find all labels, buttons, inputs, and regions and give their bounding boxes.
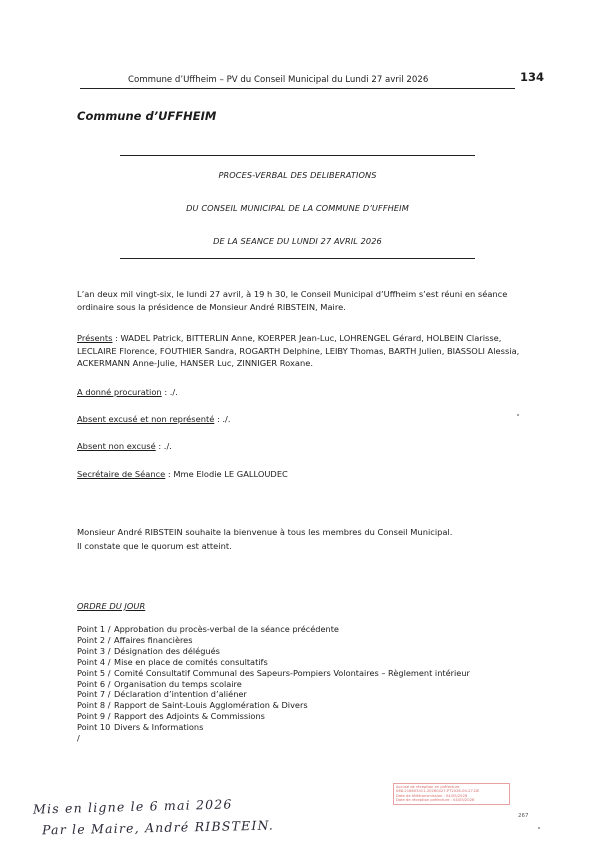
absent-excuse-line xyxy=(77,414,230,424)
stamp-line: Date de télétransmission : 04/05/2026 xyxy=(396,793,468,798)
title-bottom-rule xyxy=(120,258,475,259)
agenda-item xyxy=(77,700,507,711)
welcome-line2: Il constate que le quorum est atteint. xyxy=(77,541,232,551)
agenda-item-number: Point 7 / xyxy=(77,689,111,700)
welcome-line1: Monsieur André RIBSTEIN souhaite la bienvenue à tous les membres du Conseil Municipal. xyxy=(77,527,453,537)
prefecture-receipt-stamp xyxy=(393,783,510,805)
intro-paragraph: L’an deux mil vingt-six, le lundi 27 avril, à 19 h 30, le Conseil Municipal d’Uffheim s’est réuni en séance ordinaire sous la présidence de Monsieur André RIBSTEIN, Maire. xyxy=(77,289,508,312)
presents-label: Présents xyxy=(77,333,113,343)
agenda-item-number: Point 2 / xyxy=(77,634,111,645)
absent-non-excuse-label: Absent non excusé xyxy=(77,441,156,451)
page-number: 134 xyxy=(520,70,545,84)
procuration-value: : ./. xyxy=(161,387,178,397)
scan-speck xyxy=(517,414,519,416)
secretaire-value: : Mme Elodie LE GALLOUDEC xyxy=(165,469,288,479)
agenda-item-number: Point 1 / xyxy=(77,624,111,634)
agenda-item-text: Organisation du temps scolaire xyxy=(114,678,242,689)
presents-paragraph xyxy=(77,332,520,370)
running-header: Commune d’Uffheim – PV du Conseil Municipal du Lundi 27 avril 2026 xyxy=(128,75,429,85)
procuration-line xyxy=(77,387,178,397)
agenda-item-text: Mise en place de comités consultatifs xyxy=(114,656,268,667)
absent-non-excuse-line xyxy=(77,441,172,451)
agenda-item xyxy=(77,689,507,700)
agenda-item-text: Divers & Informations xyxy=(114,722,204,733)
agenda-item xyxy=(77,646,507,657)
agenda-list xyxy=(77,624,507,744)
agenda-item xyxy=(77,635,507,646)
pv-title-line1: PROCES-VERBAL DES DELIBERATIONS xyxy=(218,170,377,180)
handwritten-note-line2: Par le Maire, André RIBSTEIN. xyxy=(41,817,275,838)
agenda-item-text: Désignation des délégués xyxy=(114,645,220,656)
pv-title-line3: DE LA SEANCE DU LUNDI 27 AVRIL 2026 xyxy=(213,236,382,246)
agenda-item-text: Comité Consultatif Communal des Sapeurs-Pompiers Volontaires – Règlement intérieur xyxy=(114,667,470,678)
sheet-number: 267 xyxy=(518,813,529,819)
agenda-item-number: Point 9 / xyxy=(77,711,111,722)
agenda-item-number: Point 4 / xyxy=(77,656,111,667)
agenda-item xyxy=(77,657,507,668)
secretaire-label: Secrétaire de Séance xyxy=(77,469,166,479)
agenda-item-number: Point 6 / xyxy=(77,678,111,689)
commune-name: Commune d’UFFHEIM xyxy=(77,109,217,123)
agenda-item xyxy=(77,668,507,679)
agenda-item xyxy=(77,624,507,635)
agenda-item-number: Point 10 / xyxy=(77,722,111,744)
stamp-line: Date de réception préfecture : 04/05/2026 xyxy=(396,797,475,802)
stamp-line: Accusé de réception en préfecture xyxy=(396,785,460,789)
agenda-item-number: Point 8 / xyxy=(77,700,111,711)
procuration-label: A donné procuration xyxy=(77,387,162,397)
agenda-item-number: Point 5 / xyxy=(77,667,111,678)
title-top-rule xyxy=(120,155,475,156)
absent-non-excuse-value: : ./. xyxy=(155,441,172,451)
agenda-item xyxy=(77,711,507,722)
pv-title-line2: DU CONSEIL MUNICIPAL DE LA COMMUNE D’UFFHEIM xyxy=(186,203,409,213)
agenda-item-text: Rapport des Adjoints & Commissions xyxy=(114,711,265,722)
stamp-line: 068-216803411-20260427-PT2026-04-27-DE xyxy=(396,789,480,794)
absent-excuse-label: Absent excusé et non représenté xyxy=(77,414,215,424)
agenda-item-text: Déclaration d’intention d’aliéner xyxy=(114,689,247,700)
agenda-item-text: Rapport de Saint-Louis Agglomération & Divers xyxy=(114,700,308,711)
agenda-item xyxy=(77,722,507,744)
agenda-item xyxy=(77,679,507,690)
agenda-item-text: Affaires financières xyxy=(114,634,193,645)
agenda-item-text: Approbation du procès-verbal de la séance précédente xyxy=(114,624,339,634)
presents-list: : WADEL Patrick, BITTERLIN Anne, KOERPER Jean-Luc, LOHRENGEL Gérard, HOLBEIN Clarisse, LECLAIRE Florence, FOUTHIER Sandra, ROGARTH Delphine, LEIBY Thomas, BARTH Julien, BIASSOLI Alessia, ACKERMANN Anne-Julie, HANSER Luc, ZINNIGER Roxane. xyxy=(77,333,520,368)
absent-excuse-value: : ./. xyxy=(214,414,231,424)
handwritten-note-line1: Mis en ligne le 6 mai 2026 xyxy=(32,796,233,817)
scan-speck xyxy=(538,827,540,829)
ordre-du-jour-title: ORDRE DU JOUR xyxy=(77,601,146,611)
agenda-item-number: Point 3 / xyxy=(77,645,111,656)
header-rule xyxy=(80,88,515,89)
secretaire-line xyxy=(77,469,288,479)
